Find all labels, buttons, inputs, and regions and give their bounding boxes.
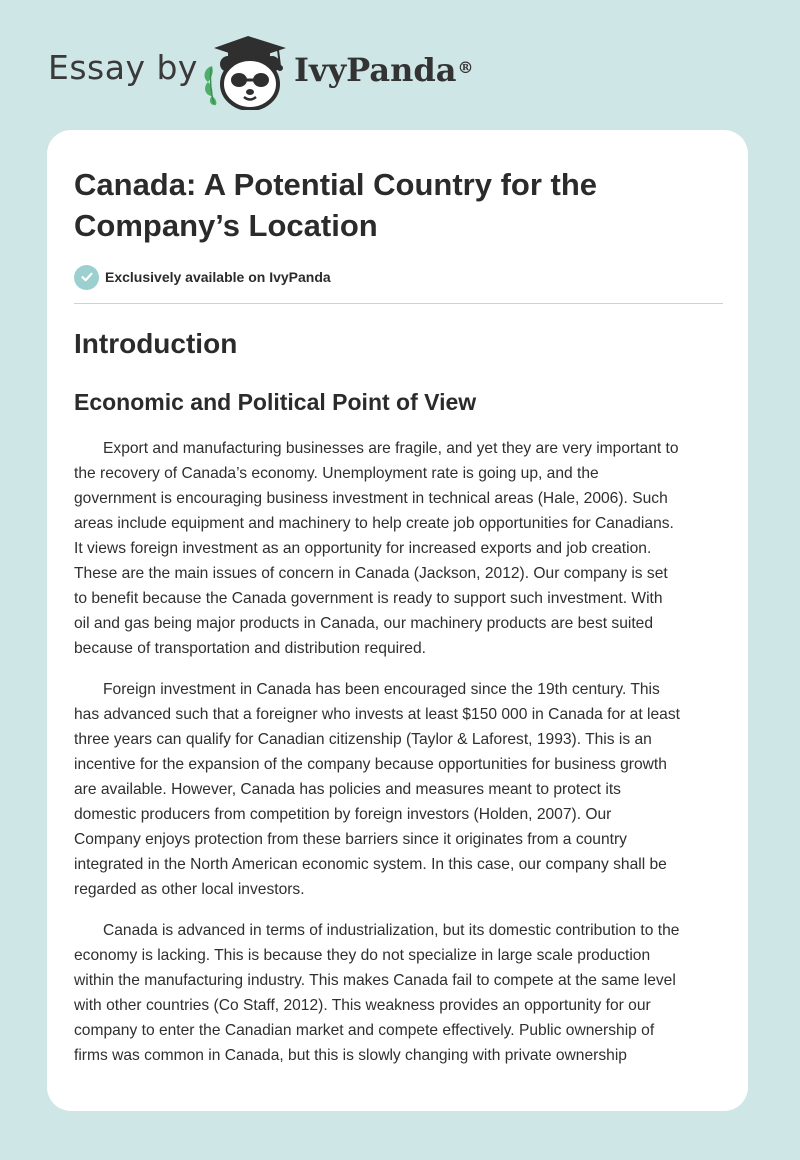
ivypanda-logo-icon[interactable] [198, 34, 292, 110]
brand-name[interactable] [294, 50, 473, 90]
text-line: Foreign investment in Canada has been encouraged since the 19th century. This [103, 681, 660, 698]
divider [74, 303, 723, 304]
registered-mark: ® [457, 58, 474, 77]
text-line: because of transportation and distribution required. [74, 640, 426, 657]
subsection-heading: Economic and Political Point of View [74, 389, 477, 415]
text-line: firms was common in Canada, but this is slowly changing with private ownership [74, 1047, 627, 1064]
text-line: within the manufacturing industry. This makes Canada fail to compete at the same level [74, 972, 676, 989]
text-line: to benefit because the Canada government is ready to support such investment. With [74, 590, 663, 607]
text-line: Company enjoys protection from these barriers since it originates from a country [74, 831, 627, 848]
text-line: government is encouraging business investment in technical areas (Hale, 2006). Such [74, 490, 668, 507]
text-line: oil and gas being major products in Canada, our machinery products are best suited [74, 615, 654, 632]
paragraph [74, 677, 723, 902]
site-header [0, 0, 800, 130]
text-line: with other countries (Co Staff, 2012). This weakness provides an opportunity for our [74, 997, 651, 1014]
exclusive-label: Exclusively available on IvyPanda [105, 269, 331, 285]
brand-text: IvyPanda [294, 51, 457, 89]
text-line: economy is lacking. This is because they do not specialize in large scale production [74, 947, 651, 964]
text-line: areas include equipment and machinery to help create job opportunities for Canadians. [74, 515, 674, 532]
check-icon [74, 265, 99, 290]
text-line: It views foreign investment as an opportunity for increased exports and job creation. [74, 540, 652, 557]
text-line: domestic producers from competition by foreign investors (Holden, 2007). Our [74, 806, 612, 823]
essay-body [74, 436, 723, 1084]
text-line: three years can qualify for Canadian citizenship (Taylor & Laforest, 1993). This is an [74, 731, 652, 748]
text-line: are available. However, Canada has policies and measures meant to protect its [74, 781, 621, 798]
essay-card [47, 130, 748, 1111]
text-line: the recovery of Canada’s economy. Unemployment rate is going up, and the [74, 465, 599, 482]
paragraph [74, 918, 723, 1068]
text-line: integrated in the North American economic system. In this case, our company shall be [74, 856, 667, 873]
text-line: These are the main issues of concern in Canada (Jackson, 2012). Our company is set [74, 565, 668, 582]
text-line: company to enter the Canadian market and compete effectively. Public ownership of [74, 1022, 655, 1039]
exclusive-notice [74, 264, 331, 290]
text-line: has advanced such that a foreigner who invests at least $150 000 in Canada for at least [74, 706, 680, 723]
section-heading-introduction: Introduction [74, 328, 238, 359]
title-line: Company’s Location [74, 208, 378, 243]
essay-by-label: Essay by [48, 48, 198, 87]
text-line: regarded as other local investors. [74, 881, 305, 898]
essay-title [74, 164, 714, 246]
text-line: incentive for the expansion of the company because opportunities for business growth [74, 756, 667, 773]
title-line: Canada: A Potential Country for the [74, 167, 598, 202]
text-line: Canada is advanced in terms of industrialization, but its domestic contribution to the [103, 922, 680, 939]
paragraph [74, 436, 723, 661]
text-line: Export and manufacturing businesses are fragile, and yet they are very important to [103, 440, 679, 457]
